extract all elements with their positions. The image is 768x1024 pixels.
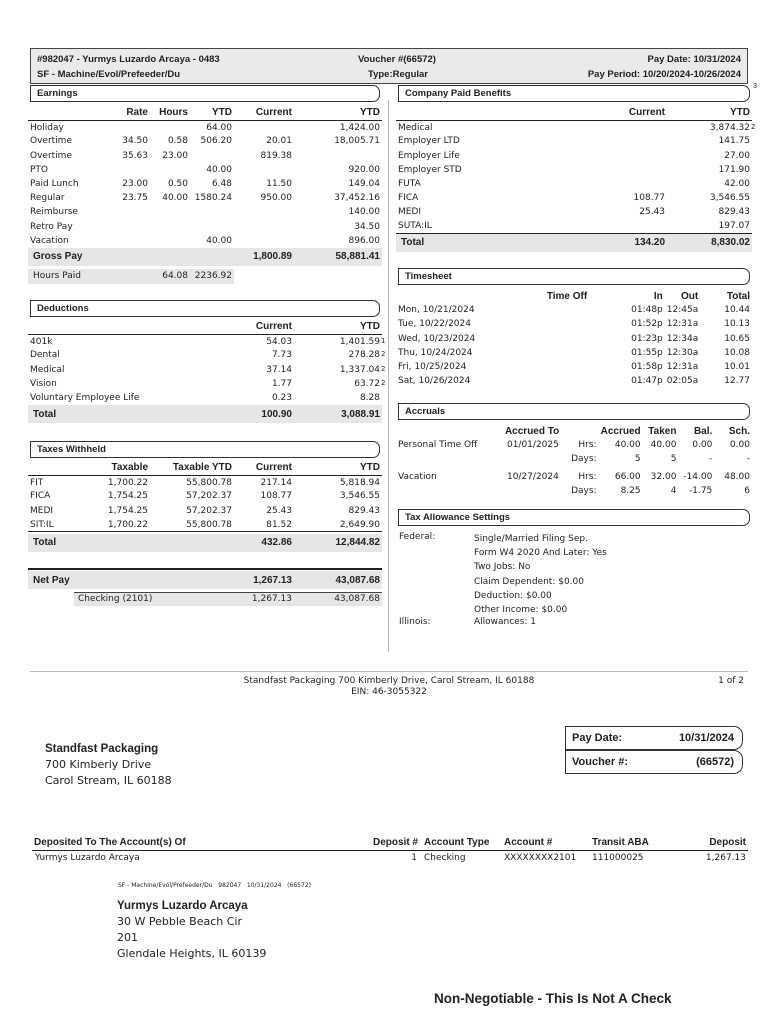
tax-row: FICA 1,754.25 57,202.37 108.77 3,546.55 [30, 491, 380, 502]
col-ytd: YTD [360, 107, 380, 119]
accrual-row: Vacation 10/27/2024 Hrs: 66.00 32.00 -14.00 48.00 [398, 471, 750, 482]
deductions-title: Deductions [30, 300, 380, 317]
net-pay-account-row: Checking (2101) 1,267.13 43,087.68 [28, 592, 382, 606]
timesheet-row: Sat, 10/26/2024 01:47p 02:05a 12.77 [398, 376, 750, 387]
earnings-row: Overtime 35.63 23.00 819.38 [30, 150, 292, 161]
timesheet-row: Mon, 10/21/2024 01:48p 12:45a 10.44 [398, 305, 750, 316]
federal-setting-line: Two Jobs: No [474, 562, 531, 573]
timesheet-title: Timesheet [398, 268, 750, 285]
deductions-total-row: Total 100.90 3,088.91 [28, 405, 382, 423]
deduction-row: Voluntary Employee Life 0.23 8.28 [30, 393, 380, 404]
pay-period: Pay Period: 10/20/2024-10/26/2024 [587, 69, 741, 80]
federal-setting-line: Other Income: $0.00 [474, 605, 568, 616]
tax-row: FIT 1,700.22 55,800.78 217.14 5,818.94 [30, 477, 380, 488]
hours-paid-row: Hours Paid 64.08 2236.92 [28, 269, 382, 284]
federal-setting-line: Claim Dependent: $0.00 [474, 576, 584, 587]
mailing-reference: SF - Machine/Evol/Prefeeder/Du 982047 10/31/2024 (66572) [118, 882, 311, 889]
col-hours: Hours [159, 107, 188, 119]
footer-divider [30, 671, 748, 672]
col-ytd-hours: YTD [212, 107, 232, 119]
benefit-row: Employer STD 171.90 [398, 164, 750, 175]
paystub-header [30, 48, 748, 84]
footer-ein: EIN: 46-3055322 [351, 687, 427, 697]
timesheet-row: Thu, 10/24/2024 01:55p 12:30a 10.08 [398, 347, 750, 358]
timesheet-row: Wed, 10/23/2024 01:23p 12:34a 10.65 [398, 333, 750, 344]
col-rate: Rate [126, 107, 148, 119]
deposit-table: Deposited To The Account(s) Of Deposit # Account Type Account # Transit ABA Deposit Yurmys Luzardo Arcaya 1 Checking XXXXXXXX2101 111000025 1,267.13 [34, 837, 746, 863]
benefit-row: Employer LTD 141.75 [398, 136, 750, 147]
deposit-row: Yurmys Luzardo Arcaya 1 Checking XXXXXXXX2101 111000025 1,267.13 [35, 852, 746, 863]
deductions-table: Current YTD 401k 54.03 1,401.59 1 Dental 7.73 278.28 2 Medical 37.14 1,337.04 2 Vision 1.77 63.72 2 Voluntary Employee Life 0.23 8.28 Total 100.90 3,088.91 [28, 320, 382, 423]
page-number: 1 of 2 [718, 676, 744, 686]
benefits-table: Current YTD Medical 3,874.32 2 Employer LTD 141.75 Employer Life 27.00 Employer STD 171.90 FUTA 42.00 FICA 108.77 3,546.55 MEDI 25.43 829.43 SUTA:IL 197.07 Total 134.20 8,830.02 [396, 106, 752, 252]
earnings-table [28, 106, 382, 284]
net-pay-row: Net Pay 1,267.13 43,087.68 [28, 571, 382, 589]
accruals-title: Accruals [398, 403, 750, 420]
col-current: Current [255, 107, 292, 119]
earnings-row: Holiday 64.00 1,424.00 [30, 122, 380, 133]
earnings-row: Regular 23.75 40.00 1580.24 950.00 37,452.16 [30, 193, 380, 204]
employee-id: #982047 - Yurmys Luzardo Arcaya - 0483 [37, 54, 220, 65]
accrual-row: Days: 8.25 4 -1.75 6 [571, 485, 750, 496]
benefit-row: MEDI 25.43 829.43 [398, 207, 750, 218]
earnings-title: Earnings [30, 85, 380, 102]
pay-date: Pay Date: 10/31/2024 [647, 54, 741, 65]
benefit-row: Medical 3,874.32 2 [398, 122, 756, 133]
benefits-total-row: Total 134.20 8,830.02 [396, 234, 752, 252]
timesheet-table: Time Off In Out Total Mon, 10/21/2024 01:48p 12:45a 10.44 Tue, 10/22/2024 01:52p 12:31a 10.13 Wed, 10/23/2024 01:23p 12:34a 10.65 Thu, 10/24/2024 01:55p 12:30a 10.08 Fri, 10/25/2024 01:58p 12:31a 10.01 Sat, 10/26/2024 01:47p 02:05a 12.77 [396, 289, 752, 388]
accrual-row: Days: 5 5 - - [571, 454, 750, 465]
non-negotiable-notice: Non-Negotiable - This Is Not A Check [434, 991, 672, 1006]
earnings-row: Overtime 34.50 0.58 506.20 20.01 18,005.71 [30, 136, 380, 147]
benefit-row: SUTA:IL 197.07 [398, 221, 750, 232]
deduction-row: Vision 1.77 63.72 2 [30, 378, 386, 389]
timesheet-row: Tue, 10/22/2024 01:52p 12:31a 10.13 [398, 319, 750, 330]
timesheet-row: Fri, 10/25/2024 01:58p 12:31a 10.01 [398, 362, 750, 373]
taxes-table: Taxable Taxable YTD Current YTD FIT 1,700.22 55,800.78 217.14 5,818.94 FICA 1,754.25 57,202.37 108.77 3,546.55 MEDI 1,754.25 57,202.37 25.43 829.43 SIT:IL 1,700.22 55,800.78 81.52 2,649.90 Total 432.86 12,844.82 [28, 461, 382, 552]
illinois-label: Illinois: [399, 617, 431, 627]
federal-settings [474, 532, 607, 617]
voucher-number: Voucher #(66572) [358, 54, 436, 65]
gross-pay-row: Gross Pay 1,800.89 58,881.41 [28, 248, 382, 266]
earnings-row: Paid Lunch 23.00 0.50 6.48 11.50 149.04 [30, 179, 380, 190]
pay-date-box: Pay Date: 10/31/2024 [565, 726, 743, 750]
company-address: Standfast Packaging 700 Kimberly Drive Carol Stream, IL 60188 [45, 743, 172, 787]
benefits-title: Company Paid Benefits 3 [398, 85, 750, 102]
deduction-row: 401k 54.03 1,401.59 1 [30, 336, 386, 347]
federal-setting-line: Form W4 2020 And Later: Yes [474, 548, 607, 559]
accruals-table: Accrued To Accrued Taken Bal. Sch. Personal Time Off 01/01/2025 Hrs: 40.00 40.00 0.00 0.00 Days: 5 5 - - Vacation 10/27/2024 Hrs: 66.00 32.00 -14.00 48.00 Days: 8.25 4 -1.75 6 [396, 424, 752, 498]
voucher-box: Voucher #: (66572) [565, 750, 743, 774]
footer-company: Standfast Packaging 700 Kimberly Drive, Carol Stream, IL 60188 [243, 676, 535, 686]
column-divider [388, 100, 389, 652]
illinois-value: Allowances: 1 [474, 617, 537, 627]
earnings-row: Retro Pay 34.50 [30, 221, 380, 232]
taxes-title: Taxes Withheld [30, 441, 380, 458]
tax-allowance-title: Tax Allowance Settings [398, 509, 750, 526]
taxes-total-row: Total 432.86 12,844.82 [28, 534, 382, 552]
accrual-row: Personal Time Off 01/01/2025 Hrs: 40.00 40.00 0.00 0.00 [398, 440, 750, 451]
benefit-row: FUTA 42.00 [398, 179, 750, 190]
net-pay-table [28, 568, 382, 606]
tax-row: SIT:IL 1,700.22 55,800.78 81.52 2,649.90 [30, 519, 380, 530]
deduction-row: Medical 37.14 1,337.04 2 [30, 364, 386, 375]
earnings-row: Reimburse 140.00 [30, 207, 380, 218]
federal-setting-line: Single/Married Filing Sep. [474, 534, 588, 544]
federal-label: Federal: [399, 532, 436, 542]
department: SF - Machine/Evol/Prefeeder/Du [37, 69, 181, 80]
benefit-row: FICA 108.77 3,546.55 [398, 193, 750, 204]
tax-row: MEDI 1,754.25 57,202.37 25.43 829.43 [30, 505, 380, 516]
deduction-row: Dental 7.73 278.28 2 [30, 350, 386, 361]
employee-address: Yurmys Luzardo Arcaya 30 W Pebble Beach Cir 201 Glendale Heights, IL 60139 [117, 900, 267, 960]
earnings-row: Vacation 40.00 896.00 [30, 235, 380, 246]
benefit-row: Employer Life 27.00 [398, 150, 750, 161]
earnings-row: PTO 40.00 920.00 [30, 164, 380, 175]
pay-type: Type:Regular [368, 69, 429, 80]
federal-setting-line: Deduction: $0.00 [474, 590, 552, 601]
